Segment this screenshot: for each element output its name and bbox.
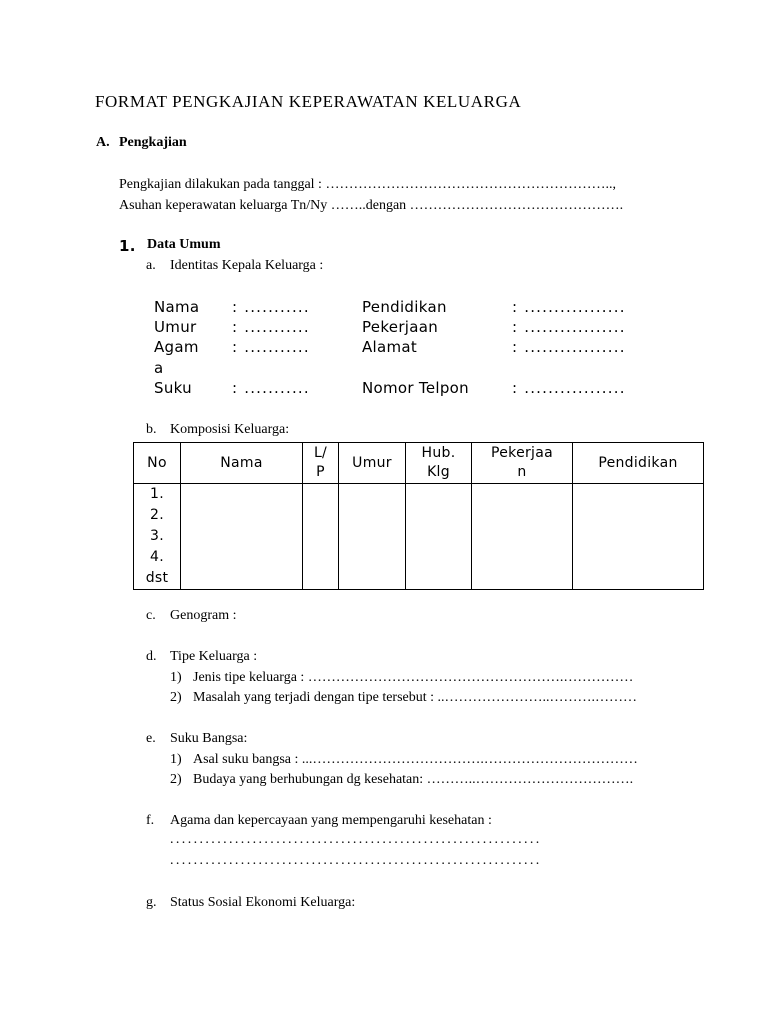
data-umum-number: 1.: [119, 237, 136, 255]
cell-umur: [339, 484, 406, 590]
row-number: 1.: [150, 486, 164, 502]
cell-pendidikan: [573, 484, 704, 590]
suku-item-1-num: 1): [170, 752, 182, 767]
header-pekerjaan-line2: n: [517, 464, 527, 480]
komposisi-label: b.: [146, 422, 157, 437]
status-title: Status Sosial Ekonomi Keluarga:: [170, 895, 356, 910]
tipe-title: Tipe Keluarga :: [170, 649, 258, 664]
tipe-item-1-text: Jenis tipe keluarga : ……………………………………………….……………: [193, 670, 634, 685]
komposisi-table: [133, 442, 704, 590]
tipe-item-2-num: 2): [170, 690, 182, 705]
field-telpon-label: Nomor Telpon: [362, 379, 469, 397]
field-agama-label-wrap: a: [154, 359, 164, 377]
field-telpon-value: : .................: [512, 379, 626, 397]
agama-dots-line-2: ...............................................................: [170, 853, 542, 868]
tipe-label: d.: [146, 649, 157, 664]
field-agama-value: : ...........: [232, 338, 310, 356]
header-lp-line2: P: [316, 464, 325, 480]
field-nama-label: Nama: [154, 298, 200, 316]
header-lp-line1: L/: [313, 445, 328, 461]
intro-line-asuhan: Asuhan keperawatan keluarga Tn/Ny ……..dengan ……………………………………….: [119, 198, 624, 213]
section-a-label: A.: [96, 135, 110, 150]
field-agama-label: Agam: [154, 338, 199, 356]
genogram-label: c.: [146, 608, 156, 623]
table-header-row: [134, 443, 704, 484]
field-alamat-label: Alamat: [362, 338, 418, 356]
cell-nama: [181, 484, 303, 590]
genogram-title: Genogram :: [170, 608, 237, 623]
header-pekerjaan-line1: Pekerjaa: [491, 445, 553, 461]
header-no: No: [134, 443, 181, 484]
suku-item-2-text: Budaya yang berhubungan dg kesehatan: ………..…………………………….: [193, 772, 634, 787]
row-number: 4.: [150, 549, 164, 565]
agama-label: f.: [146, 813, 155, 828]
intro-line-date: Pengkajian dilakukan pada tanggal : ……………………………………………………..,: [119, 177, 616, 192]
header-umur: Umur: [339, 443, 406, 484]
header-hub-line1: Hub.: [421, 445, 456, 461]
header-pekerjaan: [472, 443, 573, 484]
section-a-title: Pengkajian: [119, 135, 187, 150]
field-alamat-value: : .................: [512, 338, 626, 356]
suku-item-2-num: 2): [170, 772, 182, 787]
data-umum-title: Data Umum: [147, 237, 221, 252]
table-row: [134, 484, 704, 590]
komposisi-title: Komposisi Keluarga:: [170, 422, 290, 437]
page-title: FORMAT PENGKAJIAN KEPERAWATAN KELUARGA: [95, 92, 522, 111]
identitas-title: Identitas Kepala Keluarga :: [170, 258, 324, 273]
row-numbers-cell: [134, 484, 181, 590]
field-umur-value: : ...........: [232, 318, 310, 336]
tipe-item-1-num: 1): [170, 670, 182, 685]
tipe-item-2-text: Masalah yang terjadi dengan tipe tersebut : ..…………………..……….………: [193, 690, 638, 705]
agama-title: Agama dan kepercayaan yang mempengaruhi kesehatan :: [170, 813, 492, 828]
header-nama: Nama: [181, 443, 303, 484]
header-lp: [303, 443, 339, 484]
cell-hub-klg: [406, 484, 472, 590]
row-number: 2.: [150, 507, 164, 523]
field-suku-value: : ...........: [232, 379, 310, 397]
cell-pekerjaan: [472, 484, 573, 590]
cell-lp: [303, 484, 339, 590]
suku-label: e.: [146, 731, 156, 746]
field-pendidikan-value: : .................: [512, 298, 626, 316]
header-pendidikan: Pendidikan: [573, 443, 704, 484]
field-pendidikan-label: Pendidikan: [362, 298, 447, 316]
field-nama-value: : ...........: [232, 298, 310, 316]
field-pekerjaan-label: Pekerjaan: [362, 318, 439, 336]
status-label: g.: [146, 895, 157, 910]
suku-item-1-text: Asal suku bangsa : ...……………………………….……………………………: [193, 752, 638, 767]
field-suku-label: Suku: [154, 379, 192, 397]
header-hub-line2: Klg: [427, 464, 450, 480]
header-hub-klg: [406, 443, 472, 484]
suku-title: Suku Bangsa:: [170, 731, 248, 746]
agama-dots-line-1: ...............................................................: [170, 832, 542, 847]
identitas-label: a.: [146, 258, 156, 273]
field-umur-label: Umur: [154, 318, 197, 336]
row-number: dst: [145, 570, 169, 586]
field-pekerjaan-value: : .................: [512, 318, 626, 336]
row-number: 3.: [150, 528, 164, 544]
